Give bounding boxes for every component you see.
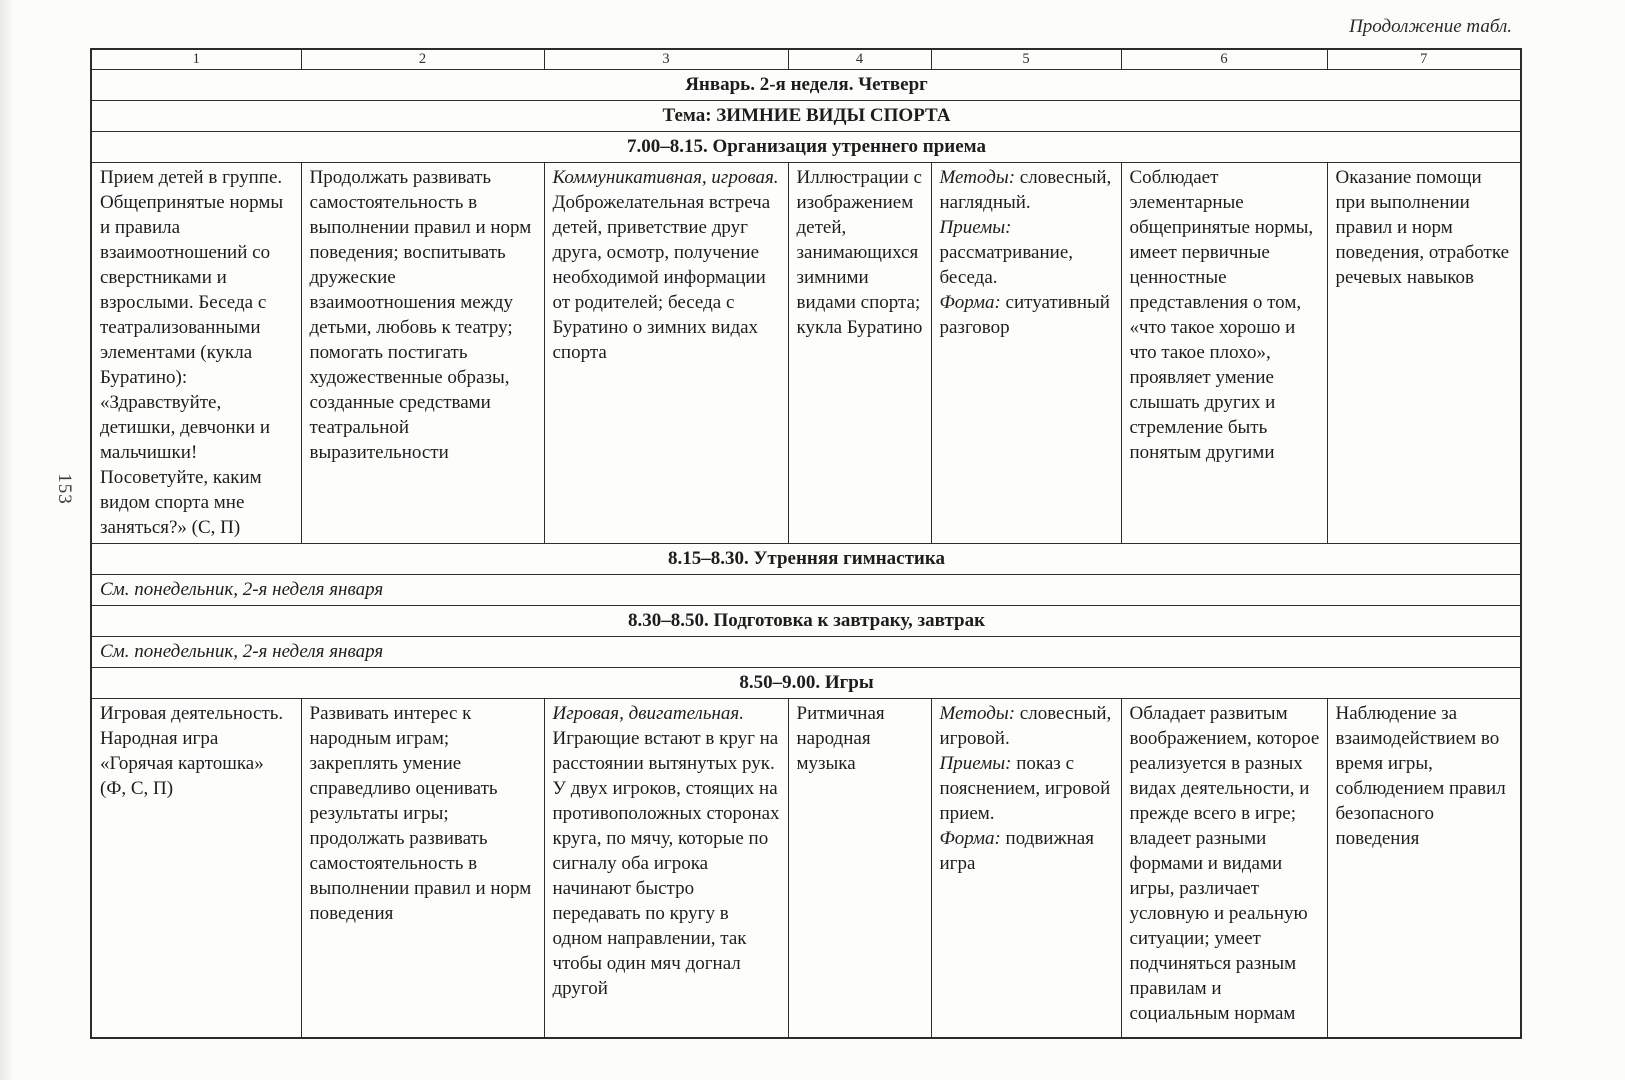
continuation-note: Продолжение табл. <box>1349 16 1512 37</box>
games-header: 8.50–9.00. Игры <box>91 668 1521 699</box>
cell-r1-activity: Прием детей в группе. Общепринятые нормы и правила взаимоотношений со сверстниками и взрослыми. Беседа с театрализованными элементами (кукла Буратино): «Здравствуйте, детишки, девчонки и мальчишки! Посоветуйте, каким видом спорта мне заняться?» (С, П) <box>91 163 301 544</box>
day-header-row <box>91 70 1521 101</box>
scan-edge-shading <box>0 0 14 1080</box>
column-number-3: 3 <box>544 49 788 70</box>
breakfast-header: 8.30–8.50. Подготовка к завтраку, завтрак <box>91 606 1521 637</box>
techniques-label: Приемы: <box>939 753 1012 774</box>
column-number-2: 2 <box>301 49 544 70</box>
techniques-text: рассматривание, беседа. <box>939 242 1074 288</box>
morning-reception-header-row <box>91 132 1521 163</box>
techniques-label: Приемы: <box>939 217 1012 238</box>
column-number-4: 4 <box>788 49 931 70</box>
column-number-7: 7 <box>1327 49 1521 70</box>
activity-type-label: Игровая, двигательная. <box>552 703 744 724</box>
theme-header-row <box>91 101 1521 132</box>
cell-r2-individual-work: Наблюдение за взаимодействием во время игры, соблюдением правил безопасного поведения <box>1327 699 1521 1038</box>
lesson-plan-table <box>90 48 1522 1039</box>
theme-header: Тема: ЗИМНИЕ ВИДЫ СПОРТА <box>91 101 1521 132</box>
cell-r2-activity-description <box>544 699 788 1038</box>
breakfast-note-row <box>91 637 1521 668</box>
cell-r2-objectives: Развивать интерес к народным играм; закреплять умение справедливо оценивать результаты игры; продолжать развивать самостоятельность в выполнении правил и норм поведения <box>301 699 544 1038</box>
gymnastics-header-row <box>91 544 1521 575</box>
cell-r1-activity-description <box>544 163 788 544</box>
form-text: ситуативный разговор <box>939 292 1110 338</box>
cell-r2-expected-results: Обладает развитым воображением, которое реализуется в разных видах деятельности, и прежде всего в игре; владеет разными формами и видами игры, различает условную и реальную ситуации; умеет подчиняться разным правилам и социальным нормам <box>1121 699 1327 1038</box>
cell-r1-objectives: Продолжать развивать самостоятельность в выполнении правил и норм поведения; воспитывать дружеские взаимоотношения между детьми, любовь к театру; помогать постигать художественные образы, созданные средствами театральной выразительности <box>301 163 544 544</box>
techniques-segment <box>940 751 1114 826</box>
form-segment <box>940 290 1114 340</box>
techniques-text: показ с пояснением, игровой прием. <box>939 753 1111 824</box>
gymnastics-header: 8.15–8.30. Утренняя гимнастика <box>91 544 1521 575</box>
techniques-segment <box>940 215 1114 290</box>
methods-segment <box>940 165 1114 215</box>
form-label: Форма: <box>939 292 1001 313</box>
page-number: 153 <box>53 473 75 505</box>
form-text: подвижная игра <box>939 828 1094 874</box>
cell-r1-methods <box>931 163 1121 544</box>
breakfast-header-row <box>91 606 1521 637</box>
gymnastics-note-row <box>91 575 1521 606</box>
methods-label: Методы: <box>939 703 1016 724</box>
form-label: Форма: <box>939 828 1001 849</box>
activity-description-text: Играющие встают в круг на расстоянии вытянутых рук. У двух игроков, стоящих на противоположных сторонах круга, по мячу, которые по сигналу оба игрока начинают быстро передавать по кругу в одном направлении, так чтобы один мяч догнал другой <box>552 728 780 999</box>
cell-r2-materials: Ритмичная народная музыка <box>788 699 931 1038</box>
form-segment <box>940 826 1114 876</box>
gymnastics-note: См. понедельник, 2-я неделя января <box>91 575 1521 606</box>
column-number-1: 1 <box>91 49 301 70</box>
column-numbers-row <box>91 49 1521 70</box>
methods-label: Методы: <box>939 167 1016 188</box>
activity-type-label: Коммуникативная, игровая. <box>552 167 779 188</box>
cell-r1-expected-results: Соблюдает элементарные общепринятые нормы, имеет первичные ценностные представления о том, «что такое хорошо и что такое плохо», проявляет умение слышать других и стремление быть понятым другими <box>1121 163 1327 544</box>
morning-reception-header: 7.00–8.15. Организация утреннего приема <box>91 132 1521 163</box>
cell-r1-individual-work: Оказание помощи при выполнении правил и норм поведения, отработке речевых навыков <box>1327 163 1521 544</box>
methods-text: словесный, наглядный. <box>939 167 1112 213</box>
cell-r1-materials: Иллюстрации с изображением детей, занимающихся зимними видами спорта; кукла Буратино <box>788 163 931 544</box>
cell-r2-methods <box>931 699 1121 1038</box>
cell-r2-activity: Игровая деятельность. Народная игра «Горячая картошка» (Ф, С, П) <box>91 699 301 1038</box>
day-header: Январь. 2-я неделя. Четверг <box>91 70 1521 101</box>
games-content-row <box>91 699 1521 1038</box>
morning-reception-content-row <box>91 163 1521 544</box>
breakfast-note: См. понедельник, 2-я неделя января <box>91 637 1521 668</box>
column-number-5: 5 <box>931 49 1121 70</box>
column-number-6: 6 <box>1121 49 1327 70</box>
games-header-row <box>91 668 1521 699</box>
methods-segment <box>940 701 1114 751</box>
methods-text: словесный, игровой. <box>939 703 1112 749</box>
activity-description-text: Доброжелательная встреча детей, приветствие друг друга, осмотр, получение необходимой информации от родителей; беседа с Буратино о зимних видах спорта <box>552 192 771 363</box>
